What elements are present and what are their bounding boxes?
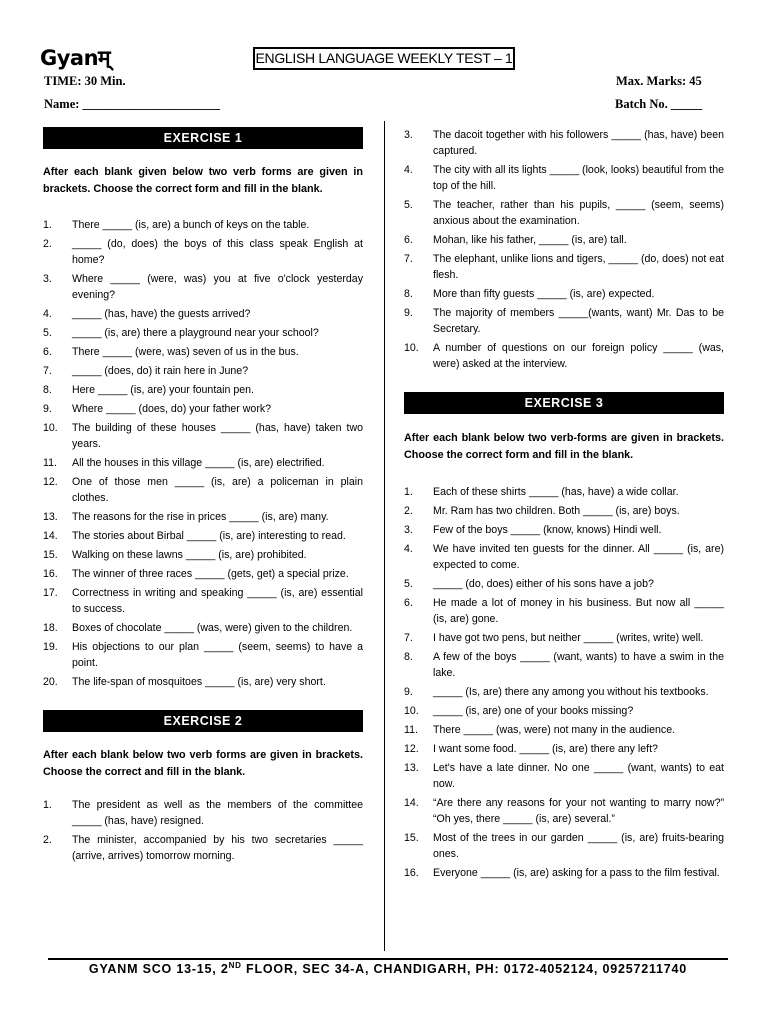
question-item [404, 522, 724, 538]
question-item [43, 639, 363, 671]
question-text: The city with all its lights _____ (look, looks) beautiful from the top of the hill. [433, 164, 724, 192]
question-number: 16. [404, 867, 419, 879]
question-item [43, 474, 363, 506]
question-number: 5. [404, 578, 413, 590]
question-item [43, 566, 363, 582]
question-text: The elephant, unlike lions and tigers, _____ (do, does) not eat flesh. [433, 253, 724, 281]
question-item [43, 236, 363, 268]
question-text: Here _____ (is, are) your fountain pen. [72, 384, 254, 396]
question-item [404, 595, 724, 627]
question-number: 7. [43, 365, 52, 377]
question-item [404, 722, 724, 738]
question-number: 5. [43, 327, 52, 339]
question-text: The majority of members _____(wants, want) Mr. Das to be Secretary. [433, 307, 724, 335]
question-number: 11. [43, 457, 57, 469]
question-text: _____ (Is, are) there any among you without his textbooks. [433, 686, 709, 698]
question-number: 4. [43, 308, 52, 320]
question-number: 4. [404, 543, 413, 555]
question-text: The winner of three races _____ (gets, get) a special prize. [72, 568, 349, 580]
question-item [404, 541, 724, 573]
question-text: _____ (do, does) the boys of this class speak English at home? [72, 238, 363, 266]
question-number: 13. [43, 511, 58, 523]
question-number: 1. [43, 799, 52, 811]
question-item [43, 585, 363, 617]
question-item [404, 741, 724, 757]
question-item [43, 382, 363, 398]
question-item [43, 620, 363, 636]
exercise-1-instruction: After each blank given below two verb forms are given in brackets. Choose the correct form and fill in the blank. [43, 166, 363, 195]
question-text: The stories about Birbal _____ (is, are) interesting to read. [72, 530, 346, 542]
question-text: I have got two pens, but neither _____ (writes, write) well. [433, 632, 704, 644]
question-item [404, 865, 724, 881]
question-number: 2. [404, 505, 413, 517]
test-title: ENGLISH LANGUAGE WEEKLY TEST – 1 [253, 47, 515, 70]
question-text: Walking on these lawns _____ (is, are) prohibited. [72, 549, 307, 561]
footer-ordinal-suffix: ND [228, 961, 242, 970]
question-item [404, 649, 724, 681]
question-number: 6. [404, 597, 413, 609]
question-text: The building of these houses _____ (has, have) taken two years. [72, 422, 363, 450]
question-number: 11. [404, 724, 418, 736]
question-text: A number of questions on our foreign policy _____ (was, were) asked at the interview. [433, 342, 724, 370]
question-item [404, 703, 724, 719]
exercise-3-questions [404, 484, 724, 881]
question-item [404, 251, 724, 283]
question-number: 8. [43, 384, 52, 396]
question-text: Where _____ (does, do) your father work? [72, 403, 272, 415]
question-item [404, 503, 724, 519]
question-text: Mohan, like his father, _____ (is, are) tall. [433, 234, 627, 246]
question-number: 16. [43, 568, 58, 580]
question-text: _____ (does, do) it rain here in June? [72, 365, 249, 377]
question-number: 1. [43, 219, 52, 231]
question-text: Boxes of chocolate _____ (was, were) given to the children. [72, 622, 353, 634]
footer-address [48, 961, 728, 976]
question-item [43, 674, 363, 690]
question-item [404, 760, 724, 792]
question-item [43, 401, 363, 417]
exercise-1-questions [43, 217, 363, 690]
question-number: 7. [404, 253, 413, 265]
exercise-2-questions-part-2 [404, 127, 724, 372]
question-item [404, 127, 724, 159]
question-item [404, 684, 724, 700]
question-text: Mr. Ram has two children. Both _____ (is, are) boys. [433, 505, 680, 517]
question-text: _____ (is, are) one of your books missing? [433, 705, 634, 717]
question-text: Correctness in writing and speaking _____ (is, are) essential to success. [72, 587, 363, 615]
question-number: 7. [404, 632, 413, 644]
question-number: 2. [43, 238, 52, 250]
exercise-2-heading: EXERCISE 2 [43, 710, 363, 732]
question-number: 18. [43, 622, 58, 634]
question-item [404, 795, 724, 827]
question-number: 2. [43, 834, 52, 846]
question-text: A few of the boys _____ (want, wants) to have a swim in the lake. [433, 651, 724, 679]
question-item [43, 271, 363, 303]
gyanm-logo: Gyanम् [40, 46, 111, 70]
question-number: 20. [43, 676, 58, 688]
question-number: 14. [43, 530, 58, 542]
question-text: Everyone _____ (is, are) asking for a pass to the film festival. [433, 867, 720, 879]
question-item [43, 420, 363, 452]
right-column [404, 127, 724, 884]
question-item [43, 325, 363, 341]
question-text: The reasons for the rise in prices _____ (is, are) many. [72, 511, 329, 523]
question-number: 1. [404, 486, 413, 498]
question-text: _____ (has, have) the guests arrived? [72, 308, 251, 320]
question-text: All the houses in this village _____ (is, are) electrified. [72, 457, 325, 469]
question-number: 8. [404, 651, 413, 663]
question-item [43, 797, 363, 829]
exercise-2-questions-part-1 [43, 797, 363, 864]
question-number: 10. [404, 705, 419, 717]
name-field-label: Name: ______________________ [44, 97, 221, 111]
question-item [43, 509, 363, 525]
question-number: 13. [404, 762, 419, 774]
question-number: 5. [404, 199, 413, 211]
question-item [404, 576, 724, 592]
question-number: 12. [404, 743, 419, 755]
question-number: 17. [43, 587, 58, 599]
question-number: 6. [404, 234, 413, 246]
left-column [43, 127, 363, 867]
question-item [404, 286, 724, 302]
question-item [404, 305, 724, 337]
question-text: There _____ (was, were) not many in the audience. [433, 724, 676, 736]
question-number: 10. [404, 342, 419, 354]
question-item [43, 306, 363, 322]
question-item [404, 162, 724, 194]
question-item [43, 217, 363, 233]
question-number: 4. [404, 164, 413, 176]
question-text: There _____ (is, are) a bunch of keys on the table. [72, 219, 310, 231]
question-number: 15. [43, 549, 58, 561]
question-text: Each of these shirts _____ (has, have) a wide collar. [433, 486, 679, 498]
question-text: There _____ (were, was) seven of us in the bus. [72, 346, 299, 358]
question-text: One of those men _____ (is, are) a policeman in plain clothes. [72, 476, 363, 504]
batch-field-label: Batch No. _____ [615, 97, 703, 111]
question-item [43, 547, 363, 563]
exercise-1-heading: EXERCISE 1 [43, 127, 363, 149]
question-item [404, 830, 724, 862]
question-text: The dacoit together with his followers _____ (has, have) been captured. [433, 129, 724, 157]
question-number: 15. [404, 832, 419, 844]
question-item [43, 528, 363, 544]
question-text: Let's have a late dinner. No one _____ (want, wants) to eat now. [433, 762, 724, 790]
question-number: 3. [43, 273, 52, 285]
question-item [404, 197, 724, 229]
question-item [404, 232, 724, 248]
question-text: “Are there any reasons for your not wanting to marry now?” “Oh yes, there _____ (is, are) several.” [433, 797, 724, 825]
footer-rule [48, 958, 728, 960]
footer-address-part-2: FLOOR, SEC 34-A, CHANDIGARH, PH: 0172-4052124, 09257211740 [241, 962, 688, 976]
question-number: 12. [43, 476, 58, 488]
question-text: Where _____ (were, was) you at five o'clock yesterday evening? [72, 273, 363, 301]
question-item [43, 344, 363, 360]
question-text: The life-span of mosquitoes _____ (is, are) very short. [72, 676, 326, 688]
question-text: I want some food. _____ (is, are) there any left? [433, 743, 658, 755]
question-item [404, 630, 724, 646]
question-number: 9. [404, 686, 413, 698]
question-text: His objections to our plan _____ (seem, seems) to have a point. [72, 641, 363, 669]
question-number: 3. [404, 524, 413, 536]
column-divider [384, 121, 385, 951]
question-text: We have invited ten guests for the dinner. All _____ (is, are) expected to come. [433, 543, 724, 571]
question-text: The president as well as the members of the committee _____ (has, have) resigned. [72, 799, 363, 827]
question-number: 19. [43, 641, 58, 653]
question-text: _____ (do, does) either of his sons have a job? [433, 578, 654, 590]
question-number: 9. [43, 403, 52, 415]
question-text: The teacher, rather than his pupils, _____ (seem, seems) anxious about the examination. [433, 199, 724, 227]
question-text: _____ (is, are) there a playground near your school? [72, 327, 319, 339]
exercise-3-heading: EXERCISE 3 [404, 392, 724, 414]
question-number: 6. [43, 346, 52, 358]
question-item [43, 363, 363, 379]
question-text: Few of the boys _____ (know, knows) Hindi well. [433, 524, 662, 536]
question-number: 14. [404, 797, 419, 809]
question-item [43, 455, 363, 471]
question-number: 3. [404, 129, 413, 141]
question-item [404, 340, 724, 372]
question-text: Most of the trees in our garden _____ (is, are) fruits-bearing ones. [433, 832, 724, 860]
question-item [43, 832, 363, 864]
question-number: 8. [404, 288, 413, 300]
footer-address-part-1: GYANM SCO 13-15, 2 [88, 962, 229, 976]
exercise-2-instruction: After each blank below two verb forms are given in brackets. Choose the correct and fill in the blank. [43, 749, 363, 778]
time-label: TIME: 30 Min. [44, 74, 126, 88]
question-number: 9. [404, 307, 413, 319]
exercise-3-instruction: After each blank below two verb-forms are given in brackets. Choose the correct form and fill in the blank. [404, 432, 724, 461]
question-text: The minister, accompanied by his two secretaries _____ (arrive, arrives) tomorrow morning. [72, 834, 363, 862]
max-marks-label: Max. Marks: 45 [616, 74, 702, 88]
question-item [404, 484, 724, 500]
question-text: More than fifty guests _____ (is, are) expected. [433, 288, 655, 300]
question-number: 10. [43, 422, 58, 434]
question-text: He made a lot of money in his business. But now all _____ (is, are) gone. [433, 597, 724, 625]
